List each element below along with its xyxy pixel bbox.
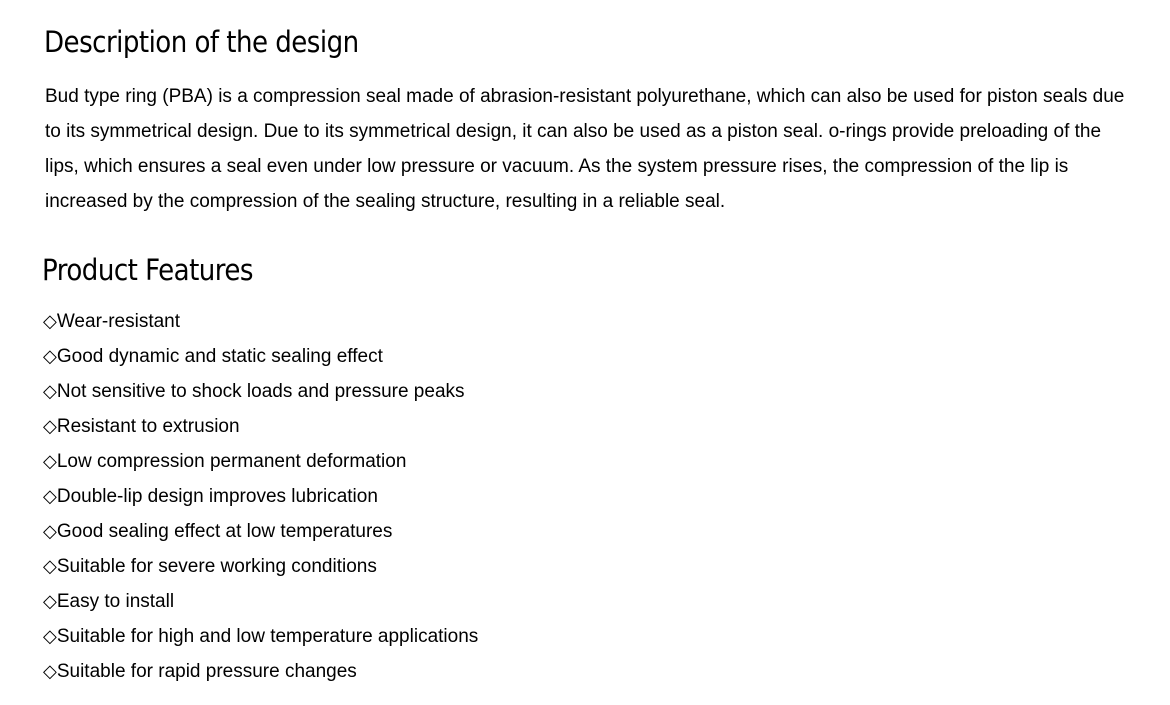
diamond-bullet-icon: ◇ xyxy=(43,346,57,367)
feature-text: Low compression permanent deformation xyxy=(56,451,407,472)
feature-item xyxy=(43,409,478,444)
diamond-bullet-icon: ◇ xyxy=(43,486,57,507)
description-heading: Description of the design xyxy=(44,25,359,59)
feature-text: Not sensitive to shock loads and pressure peaks xyxy=(56,381,465,402)
feature-text: Resistant to extrusion xyxy=(56,416,240,437)
feature-item xyxy=(43,374,478,409)
diamond-bullet-icon: ◇ xyxy=(43,661,57,682)
features-list xyxy=(43,304,478,689)
feature-item xyxy=(43,304,478,339)
feature-item xyxy=(43,514,478,549)
diamond-bullet-icon: ◇ xyxy=(43,521,57,542)
feature-text: Double-lip design improves lubrication xyxy=(56,486,378,507)
diamond-bullet-icon: ◇ xyxy=(43,311,57,332)
diamond-bullet-icon: ◇ xyxy=(43,626,57,647)
feature-item xyxy=(43,444,478,479)
feature-item xyxy=(43,654,478,689)
diamond-bullet-icon: ◇ xyxy=(43,591,57,612)
diamond-bullet-icon: ◇ xyxy=(43,451,57,472)
feature-text: Good sealing effect at low temperatures xyxy=(56,521,393,542)
description-paragraph: Bud type ring (PBA) is a compression seal made of abrasion-resistant polyurethane, which can also be used for piston seals due to its symmetrical design. Due to its symmetrical design, it can also be used as a piston seal. o-rings provide preloading of the lips, which ensures a seal even under low pressure or vacuum. As the system pressure rises, the compression of the lip is increased by the compression of the sealing structure, resulting in a reliable seal. xyxy=(45,86,1125,212)
diamond-bullet-icon: ◇ xyxy=(43,556,57,577)
feature-text: Suitable for high and low temperature applications xyxy=(56,626,479,647)
feature-item xyxy=(43,584,478,619)
feature-item xyxy=(43,339,478,374)
feature-item xyxy=(43,479,478,514)
diamond-bullet-icon: ◇ xyxy=(43,416,57,437)
feature-text: Wear-resistant xyxy=(56,311,181,332)
feature-text: Suitable for severe working conditions xyxy=(56,556,377,577)
feature-item xyxy=(43,619,478,654)
feature-text: Suitable for rapid pressure changes xyxy=(56,661,357,682)
feature-text: Easy to install xyxy=(56,591,175,612)
features-heading: Product Features xyxy=(42,253,253,287)
feature-text: Good dynamic and static sealing effect xyxy=(56,346,383,367)
feature-item xyxy=(43,549,478,584)
diamond-bullet-icon: ◇ xyxy=(43,381,57,402)
